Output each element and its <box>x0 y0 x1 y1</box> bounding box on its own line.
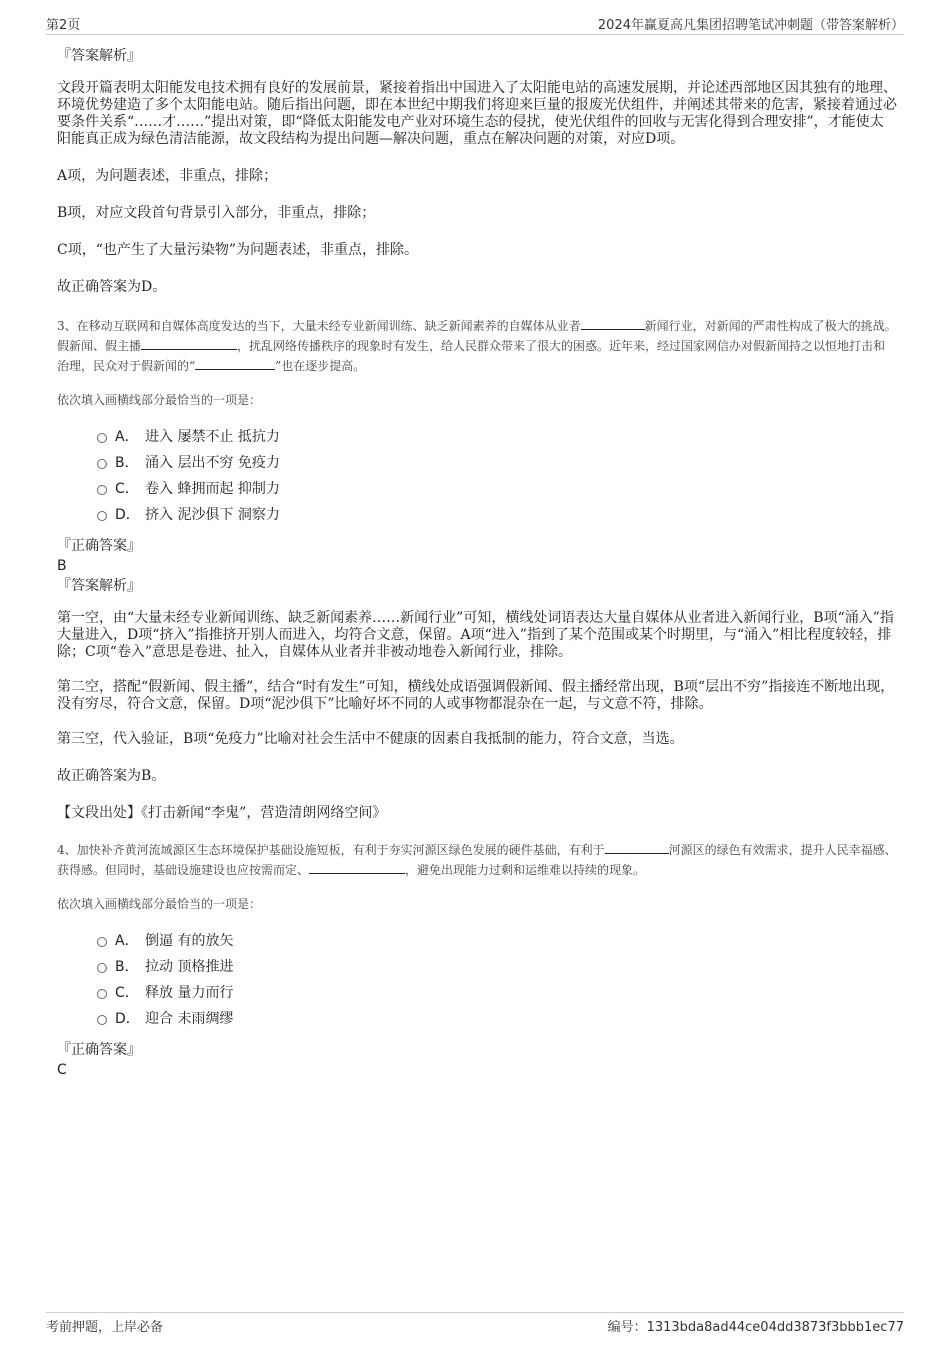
q4-option-c[interactable]: C． 释放 量力而行 <box>97 980 897 1006</box>
blank-2[interactable] <box>309 861 405 874</box>
analysis-label: 『答案解析』 <box>57 48 141 64</box>
q2-conclusion: 故正确答案为D。 <box>57 279 167 295</box>
radio-icon[interactable] <box>97 963 107 973</box>
q3-option-c[interactable]: C． 卷入 蜂拥而起 抑制力 <box>97 476 897 502</box>
q3-option-b[interactable]: B． 涌入 层出不穷 免疫力 <box>97 450 897 476</box>
q3-answer: B <box>57 558 67 574</box>
q3-prompt: 依次填入画横线部分最恰当的一项是： <box>57 393 262 407</box>
q3-analysis-3: 第三空，代入验证，B项“免疫力”比喻对社会生活中不健康的因素自我抵制的能力，符合文意，当选。 <box>57 731 684 747</box>
correct-answer-label: 『正确答案』 <box>57 538 141 554</box>
q3-options <box>57 424 897 528</box>
page-footer <box>46 1312 904 1337</box>
q2-analysis-b: B项，对应文段首句背景引入部分，非重点，排除； <box>57 205 376 221</box>
page-number: 第2页 <box>46 18 81 33</box>
q3-source: 【文段出处】《打击新闻“李鬼”，营造清朗网络空间》 <box>57 805 387 821</box>
q4-option-b[interactable]: B． 拉动 顶格推进 <box>97 954 897 980</box>
q3-conclusion: 故正确答案为B。 <box>57 768 166 784</box>
blank-2[interactable] <box>141 337 237 350</box>
q3-analysis-2: 第二空，搭配“假新闻、假主播”，结合“时有发生”可知，横线处成语强调假新闻、假主播经常出现，B项“层出不穷”指接连不断地出现，没有穷尽，符合文意，保留。D项“泥沙俱下”比喻好坏不同的人或事物都混杂在一起，与文意不符，排除。 <box>57 679 895 712</box>
correct-answer-label: 『正确答案』 <box>57 1042 141 1058</box>
q4-answer: C <box>57 1062 67 1078</box>
blank-1[interactable] <box>605 841 669 854</box>
q2-analysis-a: A项，为问题表述，非重点，排除； <box>57 168 278 184</box>
q3-analysis-1: 第一空，由“大量未经专业新闻训练、缺乏新闻素养……新闻行业”可知，横线处词语表达大量自媒体从业者进入新闻行业，B项“涌入”指大量进入，D项“挤入”指推挤开别人而进入，均符合文意，保留。A项“进入”指到了某个范围或某个时期里，与“涌入”相比程度较轻，排除；C项“卷入”意思是卷进、扯入，自媒体从业者并非被动地卷入新闻行业，排除。 <box>57 610 894 660</box>
analysis-label: 『答案解析』 <box>57 578 141 594</box>
radio-icon[interactable] <box>97 511 107 521</box>
radio-icon[interactable] <box>97 433 107 443</box>
q4-option-a[interactable]: A． 倒逼 有的放矢 <box>97 928 897 954</box>
q3-option-d[interactable]: D． 挤入 泥沙俱下 洞察力 <box>97 502 897 528</box>
q2-analysis-c: C项，“也产生了大量污染物”为问题表述，非重点，排除。 <box>57 242 419 258</box>
q4-option-d[interactable]: D． 迎合 未雨绸缪 <box>97 1006 897 1032</box>
radio-icon[interactable] <box>97 485 107 495</box>
blank-3[interactable] <box>195 357 275 370</box>
radio-icon[interactable] <box>97 459 107 469</box>
footer-slogan: 考前押题，上岸必备 <box>46 1320 164 1335</box>
document-code: 编号：1313bda8ad44ce04dd3873f3bbb1ec77 <box>607 1320 904 1335</box>
blank-1[interactable] <box>581 317 645 330</box>
q4-stem: 4、加快补齐黄河流域源区生态环境保护基础设施短板，有利于夯实河源区绿色发展的硬件基础，有利于 河源区的绿色有效需求，提升人民幸福感、获得感。但同时，基础设施建设也应按需而定、 ，避免出现能力过剩和运维难以持续的现象。 <box>57 843 897 877</box>
q2-analysis-p1: 文段开篇表明太阳能发电技术拥有良好的发展前景，紧接着指出中国进入了太阳能电站的高速发展期，并论述西部地区因其独有的地理、环境优势建造了多个太阳能电站。随后指出问题，即在本世纪中期我们将迎来巨量的报废光伏组件，并阐述其带来的危害，紧接着通过必要条件关系“……才……”提出对策，即“降低太阳能发电产业对环境生态的侵扰，使光伏组件的回收与无害化得到合理安排”，才能使太阳能真正成为绿色清洁能源，故文段结构为提出问题—解决问题，重点在解决问题的对策，对应D项。 <box>57 80 897 147</box>
q3-stem: 3、在移动互联网和自媒体高度发达的当下，大量未经专业新闻训练、缺乏新闻素养的自媒体从业者 新闻行业，对新闻的严肃性构成了极大的挑战。假新闻、假主播 ，扰乱网络传播秩序的现象时有发生，给人民群众带来了很大的困惑。近年来，经过国家网信办对假新闻持之以恒地打击和治理，民众对于假新闻的“ ”也在逐步提高。 <box>57 319 897 373</box>
radio-icon[interactable] <box>97 937 107 947</box>
document-body <box>57 46 897 1080</box>
radio-icon[interactable] <box>97 1015 107 1025</box>
q4-prompt: 依次填入画横线部分最恰当的一项是： <box>57 897 262 911</box>
q4-options <box>57 928 897 1032</box>
radio-icon[interactable] <box>97 989 107 999</box>
document-title: 2024年赢夏高凡集团招聘笔试冲刺题（带答案解析） <box>597 18 904 33</box>
page-header <box>46 14 904 35</box>
q3-option-a[interactable]: A． 进入 屡禁不止 抵抗力 <box>97 424 897 450</box>
